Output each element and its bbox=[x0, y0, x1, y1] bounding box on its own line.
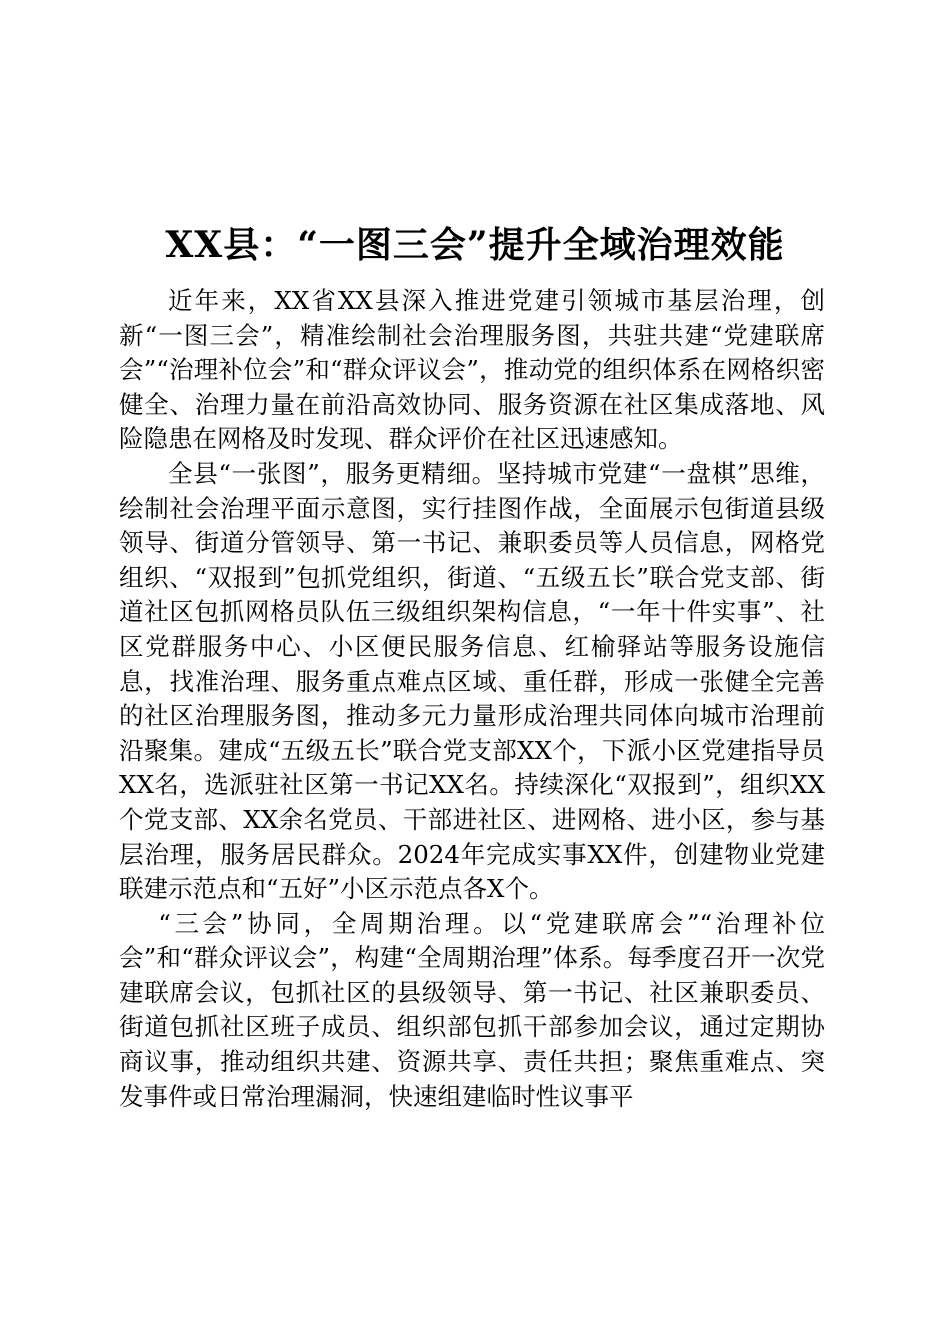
paragraph: 近年来，XX省XX县深入推进党建引领城市基层治理，创新“一图三会”，精准绘制社会治理服务图，共驻共建“党建联席会”“治理补位会”和“群众评议会”，推动党的组织体系在网格织密健全、治理力量在前沿高效协同、服务资源在社区集成落地、风险隐患在网格及时发现、群众评价在社区迅速感知。 bbox=[119, 286, 825, 454]
paragraph: “三会”协同，全周期治理。以“党建联席会”“治理补位会”和“群众评议会”，构建“全周期治理”体系。每季度召开一次党建联席会议，包抓社区的县级领导、第一书记、社区兼职委员、街道包抓社区班子成员、组织部包抓干部参加会议，通过定期协商议事，推动组织共建、资源共享、责任共担；聚焦重难点、突发事件或日常治理漏洞，快速组建临时性议事平 bbox=[119, 908, 825, 1111]
document-title: XX县：“一图三会”提升全域治理效能 bbox=[165, 224, 785, 267]
document-body bbox=[119, 284, 825, 1114]
paragraph: 全县“一张图”，服务更精细。坚持城市党建“一盘棋”思维，绘制社会治理平面示意图，实行挂图作战，全面展示包街道县级领导、街道分管领导、第一书记、兼职委员等人员信息，网格党组织、“双报到”包抓党组织，街道、“五级五长”联合党支部、街道社区包抓网格员队伍三级组织架构信息，“一年十件实事”、社区党群服务中心、小区便民服务信息、红榆驿站等服务设施信息，找准治理、服务重点难点区域、重任群，形成一张健全完善的社区治理服务图，推动多元力量形成治理共同体向城市治理前沿聚集。建成“五级五长”联合党支部XX个，下派小区党建指导员XX名，选派驻社区第一书记XX名。持续深化“双报到”，组织XX个党支部、XX余名党员、干部进社区、进网格、进小区，参与基层治理，服务居民群众。2024年完成实事XX件，创建物业党建联建示范点和“五好”小区示范点各X个。 bbox=[119, 458, 825, 904]
